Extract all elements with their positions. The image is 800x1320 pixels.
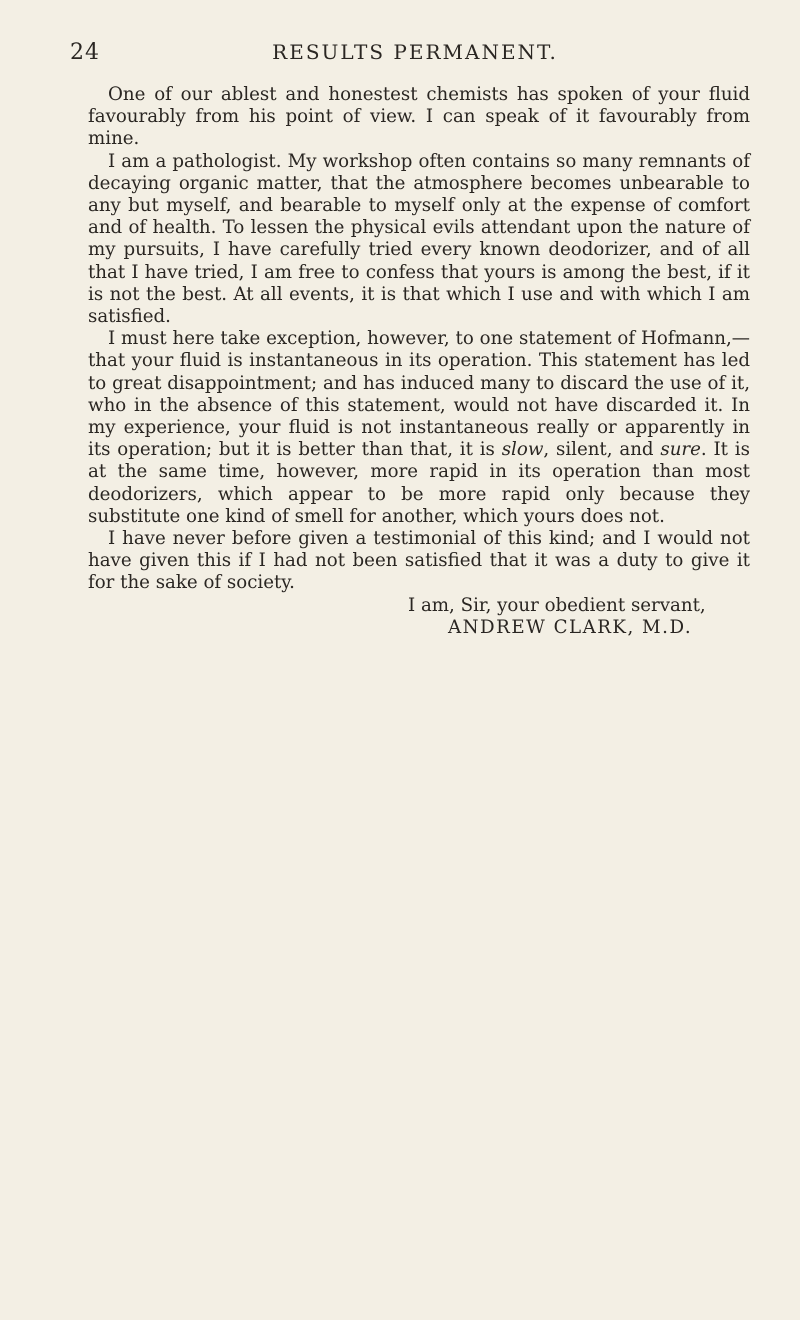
closing-line: I am, Sir, your obedient servant,: [408, 594, 706, 616]
paragraph-3-part-2: , silent, and: [543, 439, 654, 461]
paragraph-3: [88, 328, 750, 528]
paragraph-2: I am a pathologist. My workshop often contains so many remnants of decaying organic matter, that the atmosphere becomes unbearable to any but myself, and bearable to myself only at the expense of comfort and of health. To lessen the physical evils attendant upon the nature of my pursuits, I have carefully tried every known deodorizer, and of all that I have tried, I am free to confess that yours is among the best, if it is not the best. At all events, it is that which I use and with which I am satisfied.: [88, 150, 750, 328]
paragraph-3-part-1: I must here take exception, however, to one statement of Hofmann,—that your fluid is instantaneous in its operation. This statement has led to great disappointment; and has induced many to discard the use of it, who in the absence of this statement, would not have discarded it. In my experience, your fluid is not instantaneous really or apparently in its operation; but it is better than that, it is: [88, 328, 750, 461]
running-head: RESULTS PERMANENT.: [272, 40, 558, 64]
page-header: [70, 40, 760, 74]
paragraph-1: One of our ablest and honestest chemists has spoken of your fluid favourably from his point of view. I can speak of it favourably from mine.: [88, 84, 750, 150]
paragraph-3-part-3: . It is at the same time, however, more rapid in its operation than most deodorizers, which appear to be more rapid only because they substitute one kind of smell for another, which yours does not.: [88, 439, 750, 527]
signature: ANDREW CLARK, M.D.: [448, 616, 693, 638]
emphasis-slow: slow: [501, 439, 544, 461]
emphasis-sure: sure: [660, 439, 701, 461]
page-number: 24: [70, 40, 100, 65]
paragraph-4: I have never before given a testimonial of this kind; and I would not have given this if I had not been satisfied that it was a duty to give it for the sake of society.: [88, 528, 750, 594]
letter-body: [88, 84, 750, 639]
